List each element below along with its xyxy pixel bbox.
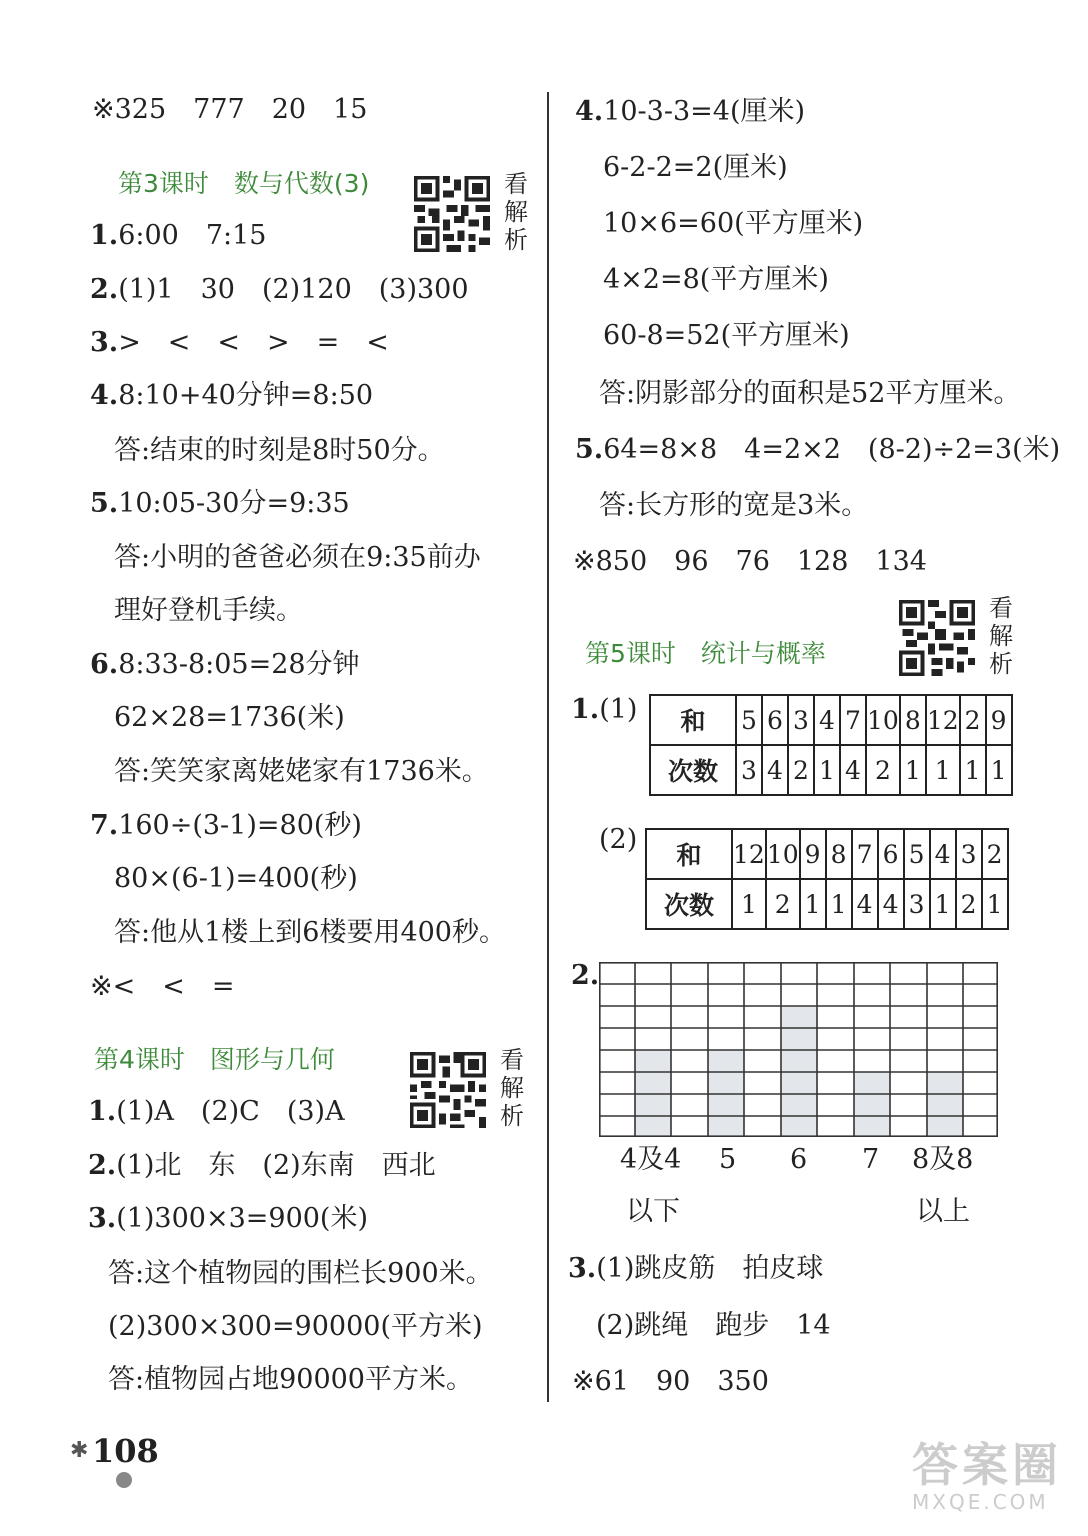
- answer-line: 3.(1)跳皮筋 拍皮球: [568, 1253, 824, 1284]
- answer-line: 6.8:33-8:05=28分钟: [90, 649, 360, 680]
- table-cell: 1: [900, 745, 926, 795]
- qr-caption: [504, 170, 530, 254]
- qr-caption: [989, 594, 1015, 678]
- table-cell: 12: [926, 695, 960, 745]
- qr-caption-char: 解: [504, 198, 528, 226]
- answer-line: 10×6=60(平方厘米): [603, 208, 864, 239]
- table-row: [650, 695, 1012, 745]
- answer-line: 3.(1)300×3=900(米): [88, 1203, 368, 1234]
- answer-line: 80×(6-1)=400(秒): [114, 863, 358, 894]
- qr-caption-char: 析: [989, 650, 1013, 678]
- table-cell: 6: [762, 695, 788, 745]
- answer-line: 6-2-2=2(厘米): [603, 152, 788, 183]
- grid-label: 4及4: [620, 1144, 682, 1175]
- answer-line: 4.10-3-3=4(厘米): [575, 96, 806, 127]
- answer-line: 5.64=8×8 4=2×2 (8-2)÷2=3(米): [575, 434, 1061, 465]
- table-cell: 1: [826, 879, 852, 929]
- answer-line: 答:结束的时刻是8时50分。: [114, 435, 445, 466]
- table-header-cell: 次数: [650, 745, 736, 795]
- watermark-logo: [912, 1440, 1062, 1514]
- table-header-cell: 和: [650, 695, 736, 745]
- question-1-label: 1.(1): [571, 694, 638, 725]
- answer-line: 4.8:10+40分钟=8:50: [90, 380, 374, 411]
- table-cell: 1: [814, 745, 840, 795]
- answer-grid: [599, 962, 998, 1137]
- answer-line: 答:笑笑家离姥姥家有1736米。: [114, 756, 489, 787]
- qr-code-icon[interactable]: [414, 176, 490, 252]
- qr-caption-char: 解: [500, 1074, 524, 1102]
- qr-caption-char: 看: [504, 170, 528, 198]
- answer-line: 答:植物园占地90000平方米。: [108, 1364, 473, 1395]
- answer-line: 2.(1)1 30 (2)120 (3)300: [90, 274, 469, 305]
- answer-line: 4×2=8(平方厘米): [603, 264, 829, 295]
- table-cell: 1: [982, 879, 1008, 929]
- grid-sublabel: 以下: [626, 1196, 680, 1227]
- watermark-title: 答案圈: [912, 1438, 1062, 1492]
- grid-label: 7: [862, 1144, 880, 1175]
- page-dot-icon: [116, 1472, 132, 1488]
- table-cell: 8: [826, 829, 852, 879]
- table-cell: 8: [900, 695, 926, 745]
- answer-line: 62×28=1736(米): [114, 702, 345, 733]
- table-cell: 4: [840, 745, 866, 795]
- table-cell: 3: [956, 829, 982, 879]
- table-cell: 4: [930, 829, 956, 879]
- answer-line: (2)300×300=90000(平方米): [108, 1311, 483, 1342]
- table-cell: 1: [930, 879, 956, 929]
- table-cell: 5: [736, 695, 762, 745]
- answer-line: 1.(1)A (2)C (3)A: [88, 1096, 345, 1127]
- table-cell: 7: [840, 695, 866, 745]
- lesson3-title: 第3课时 数与代数(3): [118, 169, 370, 198]
- qr-caption-char: 析: [500, 1102, 524, 1130]
- grid-label: 8及8: [912, 1144, 974, 1175]
- answer-line: 7.160÷(3-1)=80(秒): [90, 810, 362, 841]
- qr-caption-char: 析: [504, 226, 528, 254]
- table-cell: 5: [904, 829, 930, 879]
- table-cell: 1: [800, 879, 826, 929]
- table-cell: 2: [956, 879, 982, 929]
- table-cell: 2: [960, 695, 986, 745]
- qr-caption: [500, 1046, 526, 1130]
- answer-line: 2.(1)北 东 (2)东南 西北: [88, 1150, 436, 1181]
- answer-line: ※61 90 350: [572, 1366, 769, 1397]
- grid-label: 5: [719, 1144, 737, 1175]
- table-cell: 10: [766, 829, 800, 879]
- table-row: [650, 745, 1012, 795]
- page-number: 108: [92, 1432, 159, 1470]
- table-cell: 1: [926, 745, 960, 795]
- table-cell: 2: [788, 745, 814, 795]
- table-cell: 4: [878, 879, 904, 929]
- table-cell: 4: [852, 879, 878, 929]
- table-cell: 9: [800, 829, 826, 879]
- table-cell: 1: [960, 745, 986, 795]
- answer-line: 1.6:00 7:15: [90, 220, 267, 251]
- answer-line: 答:他从1楼上到6楼要用400秒。: [114, 917, 506, 948]
- answer-line: 答:阴影部分的面积是52平方厘米。: [599, 378, 1021, 409]
- table-cell: 3: [904, 879, 930, 929]
- answer-line: ※< < =: [90, 971, 235, 1002]
- qr-caption-char: 解: [989, 622, 1013, 650]
- table-cell: 2: [766, 879, 800, 929]
- grid-label: 6: [790, 1144, 808, 1175]
- frequency-table-1: [649, 694, 1013, 796]
- table-cell: 3: [788, 695, 814, 745]
- answer-line: 3.> < < > = <: [90, 327, 389, 358]
- page-star-icon: ✱: [70, 1438, 89, 1463]
- qr-code-icon[interactable]: [899, 600, 975, 676]
- answer-line: 60-8=52(平方厘米): [603, 320, 850, 351]
- table-cell: 6: [878, 829, 904, 879]
- answer-line: 5.10:05-30分=9:35: [90, 488, 350, 519]
- table-cell: 12: [732, 829, 766, 879]
- grid-sublabel: 以上: [916, 1196, 970, 1227]
- table-row: [646, 829, 1008, 879]
- table-cell: 4: [762, 745, 788, 795]
- table-row: [646, 879, 1008, 929]
- table-cell: 4: [814, 695, 840, 745]
- answer-line: 答:这个植物园的围栏长900米。: [108, 1258, 493, 1289]
- table-cell: 7: [852, 829, 878, 879]
- star-answer-line: ※325 777 20 15: [92, 94, 368, 125]
- frequency-table-2: [645, 828, 1009, 930]
- table-cell: 1: [986, 745, 1012, 795]
- table-cell: 1: [732, 879, 766, 929]
- table-cell: 2: [866, 745, 900, 795]
- qr-caption-char: 看: [500, 1046, 524, 1074]
- lesson4-title: 第4课时 图形与几何: [94, 1045, 335, 1074]
- answer-line: 答:小明的爸爸必须在9:35前办: [114, 542, 481, 573]
- table-cell: 9: [986, 695, 1012, 745]
- answer-line: ※850 96 76 128 134: [573, 546, 927, 577]
- qr-code-icon[interactable]: [410, 1052, 486, 1128]
- answer-line: (2)跳绳 跑步 14: [596, 1310, 831, 1341]
- table-header-cell: 和: [646, 829, 732, 879]
- table-cell: 2: [982, 829, 1008, 879]
- answer-line: 理好登机手续。: [114, 595, 303, 626]
- question-1-part-2-label: (2): [599, 824, 638, 855]
- qr-caption-char: 看: [989, 594, 1013, 622]
- watermark-url: MXQE.COM: [912, 1490, 1049, 1514]
- question-2-label: 2.: [571, 960, 600, 991]
- table-cell: 10: [866, 695, 900, 745]
- table-header-cell: 次数: [646, 879, 732, 929]
- column-divider: [547, 92, 549, 1402]
- answer-line: 答:长方形的宽是3米。: [599, 490, 869, 521]
- table-cell: 3: [736, 745, 762, 795]
- lesson5-title: 第5课时 统计与概率: [585, 639, 826, 668]
